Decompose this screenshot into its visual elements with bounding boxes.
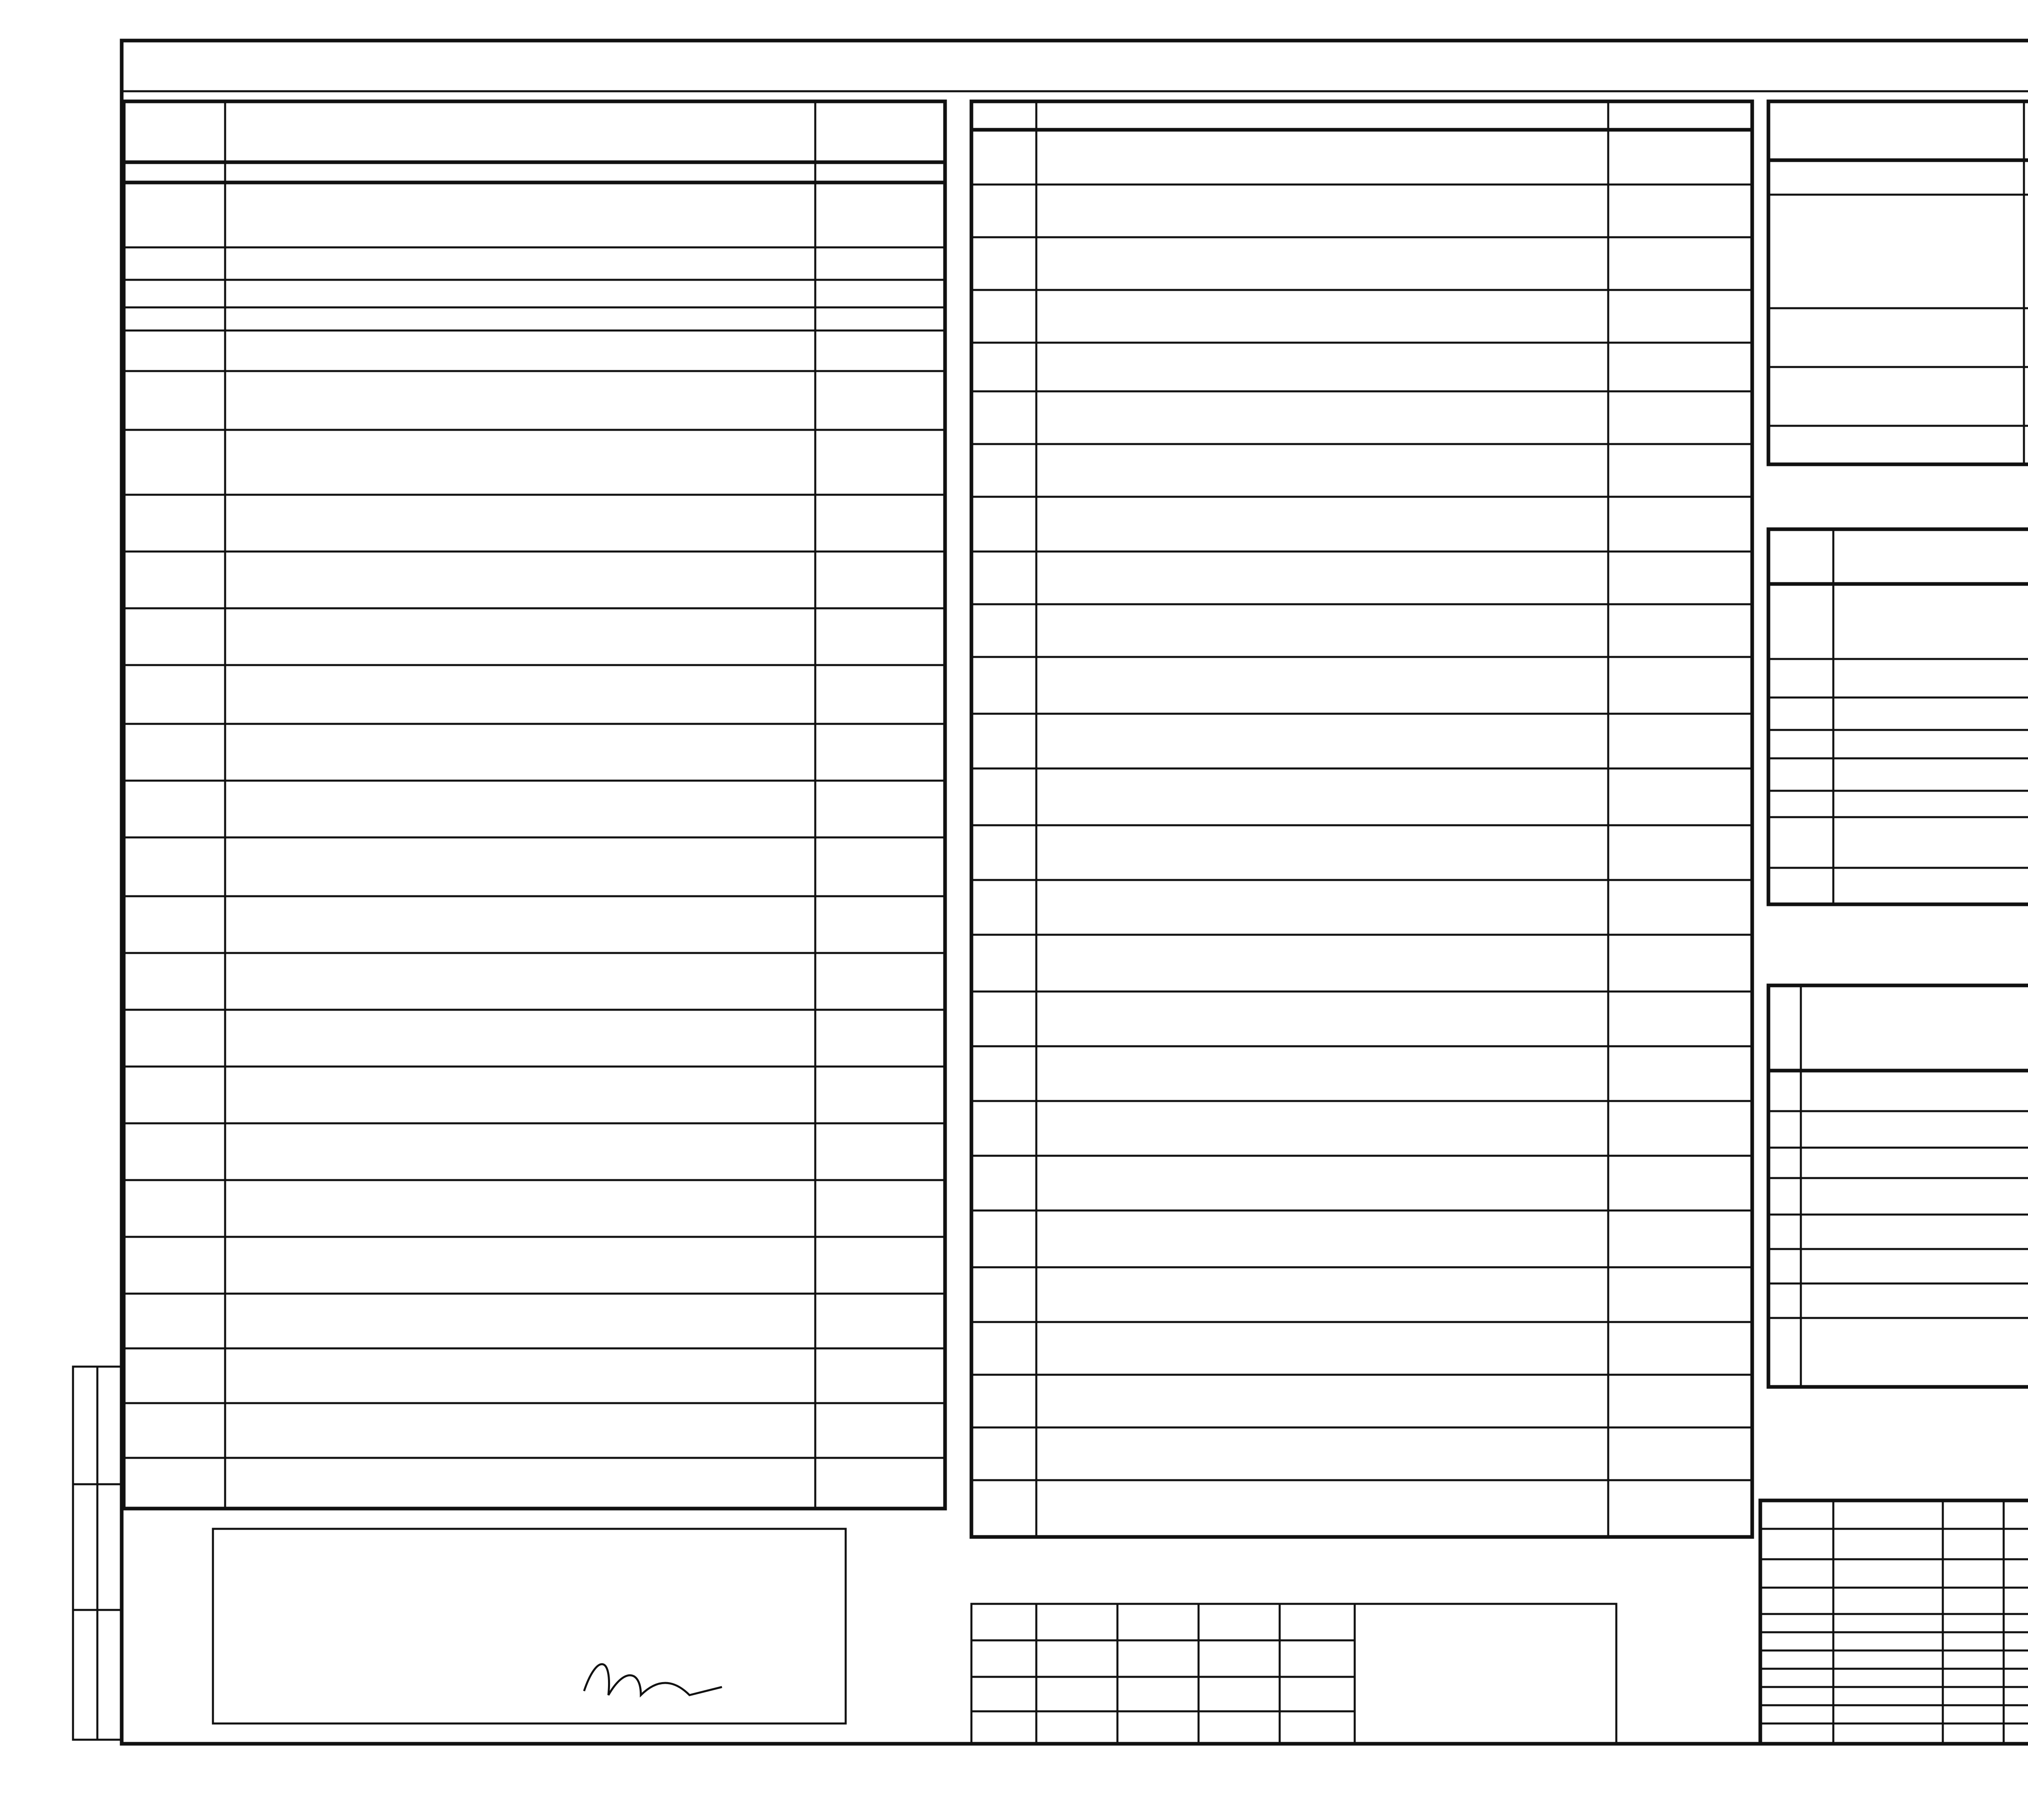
signature-mark: [584, 1664, 722, 1695]
volumes-table: [1768, 985, 2028, 1387]
drawings-left-table: [124, 101, 945, 1509]
refs-table: [1768, 101, 2028, 464]
note-box: [213, 1529, 846, 1723]
binding-box: [971, 1604, 1616, 1744]
sheet-frame: [122, 41, 2028, 1744]
title-block: [1760, 1500, 2028, 1744]
